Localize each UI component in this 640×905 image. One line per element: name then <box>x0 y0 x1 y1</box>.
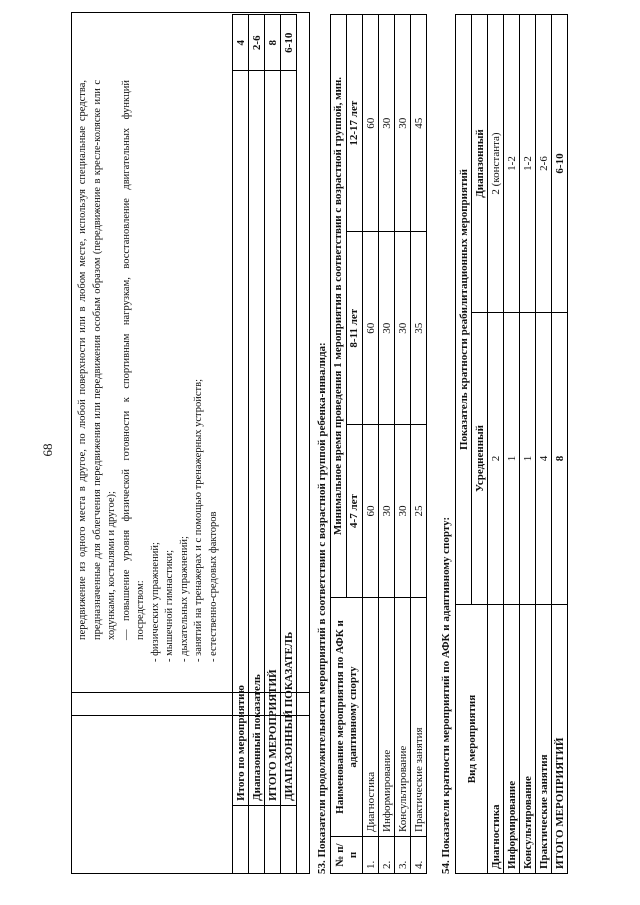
section-54-title: 54. Показатели кратности мероприятий по АФК и адаптивному спорту: <box>440 516 452 874</box>
cell-value: 2-6 <box>536 15 552 313</box>
cell-value: 2 (константа) <box>488 15 504 313</box>
list-item: - занятий на тренажерах и с помощью тренажерных устройств; <box>193 379 204 662</box>
frequency-table <box>455 14 568 874</box>
list-item: - мышечной гимнастики; <box>164 549 175 662</box>
sub-col-header: Диапазонный <box>472 15 488 313</box>
paragraph: — повышение уровня физической готовности к спортивным нагрузкам, восстановление двигательных функций посредством: <box>120 80 146 640</box>
cell-value: 1 <box>520 312 536 604</box>
row-name: Диагностика <box>363 598 379 837</box>
summary-label: Итого по мероприятию <box>233 71 249 805</box>
col-header-group: Минимальное время проведения 1 мероприятия в соответствии с возрастной группой, мин. <box>331 15 347 598</box>
row-name: Информирование <box>379 598 395 837</box>
summary-label: ИТОГО МЕРОПРИЯТИЙ <box>265 71 281 805</box>
summary-value: 6-10 <box>281 15 297 71</box>
row-num: 2. <box>379 837 395 874</box>
age-group-header: 4-7 лет <box>347 425 363 598</box>
col-header-group: Показатель кратности реабилитационных мероприятий <box>456 15 472 605</box>
cell-value: 30 <box>395 425 411 598</box>
cell-value: 60 <box>363 425 379 598</box>
cell-value: 8 <box>552 312 568 604</box>
cell-value: 4 <box>536 312 552 604</box>
list-item: - физических упражнений; <box>149 542 161 662</box>
list-item: - дыхательных упражнений; <box>178 536 190 662</box>
row-name: Консультирование <box>395 598 411 837</box>
summary-label: ДИАПАЗОННЫЙ ПОКАЗАТЕЛЬ <box>281 71 297 805</box>
table-row <box>504 15 520 874</box>
row-name: Консультирование <box>520 605 536 874</box>
cell-value: 60 <box>363 15 379 232</box>
page-number: 68 <box>40 443 55 457</box>
table-row <box>552 15 568 874</box>
row-name: Практические занятия <box>536 605 552 874</box>
row-name: ИТОГО МЕРОПРИЯТИЙ <box>552 605 568 874</box>
row-num: 3. <box>395 837 411 874</box>
col-header-name: Наименование мероприятия по АФК и адаптивному спорту <box>331 598 363 837</box>
table-row <box>233 15 249 874</box>
age-group-header: 8-11 лет <box>347 232 363 425</box>
summary-value: 4 <box>233 15 249 71</box>
table-header-row <box>456 15 472 874</box>
summary-value: 2-6 <box>249 15 265 71</box>
col-header-type: Вид мероприятия <box>456 605 488 874</box>
paragraph: передвижение из одного места в другое, по любой поверхности или в любом месте, используя специальные средства, предназначенные для облегчения передвижения или передвижения особым образом (передвижение в кресле-коляске или с ходунками, костылями и другое); <box>77 80 117 640</box>
section-53-title: 53. Показатели продолжительности мероприятий в соответствии с возрастной группой ребенка-инвалида: <box>316 342 328 874</box>
summary-value: 8 <box>265 15 281 71</box>
row-name: Практические занятия <box>411 598 427 837</box>
table-row <box>265 15 281 874</box>
table-row <box>363 15 379 874</box>
cell-value: 30 <box>379 425 395 598</box>
age-group-header: 12-17 лет <box>347 15 363 232</box>
table-row <box>411 15 427 874</box>
cell-value: 30 <box>379 15 395 232</box>
summary-label: Диапазонный показатель <box>249 71 265 805</box>
cell-value: 2 <box>488 312 504 604</box>
row-num: 4. <box>411 837 427 874</box>
cell-value: 1-2 <box>504 15 520 313</box>
cell-value: 35 <box>411 232 427 425</box>
table-row <box>536 15 552 874</box>
cell-value: 1-2 <box>520 15 536 313</box>
duration-table <box>330 14 427 874</box>
row-num: 1. <box>363 837 379 874</box>
table-row <box>488 15 504 874</box>
activity-description <box>76 80 221 680</box>
cell-value: 60 <box>363 232 379 425</box>
table-header-row <box>331 15 347 874</box>
cell-value: 30 <box>395 232 411 425</box>
col-header-num: № п/п <box>331 837 363 874</box>
cell-value: 1 <box>504 312 520 604</box>
summary-table <box>232 14 297 874</box>
table-row <box>395 15 411 874</box>
table-row <box>520 15 536 874</box>
table-row <box>379 15 395 874</box>
table-row <box>281 15 297 874</box>
row-name: Диагностика <box>488 605 504 874</box>
cell-value: 30 <box>395 15 411 232</box>
list-item: - естественно-средовых факторов <box>207 511 219 662</box>
cell-value: 6-10 <box>552 15 568 313</box>
cell-value: 45 <box>411 15 427 232</box>
table-row <box>249 15 265 874</box>
cell-value: 30 <box>379 232 395 425</box>
cell-value: 25 <box>411 425 427 598</box>
row-name: Информирование <box>504 605 520 874</box>
sub-col-header: Усредненный <box>472 312 488 604</box>
